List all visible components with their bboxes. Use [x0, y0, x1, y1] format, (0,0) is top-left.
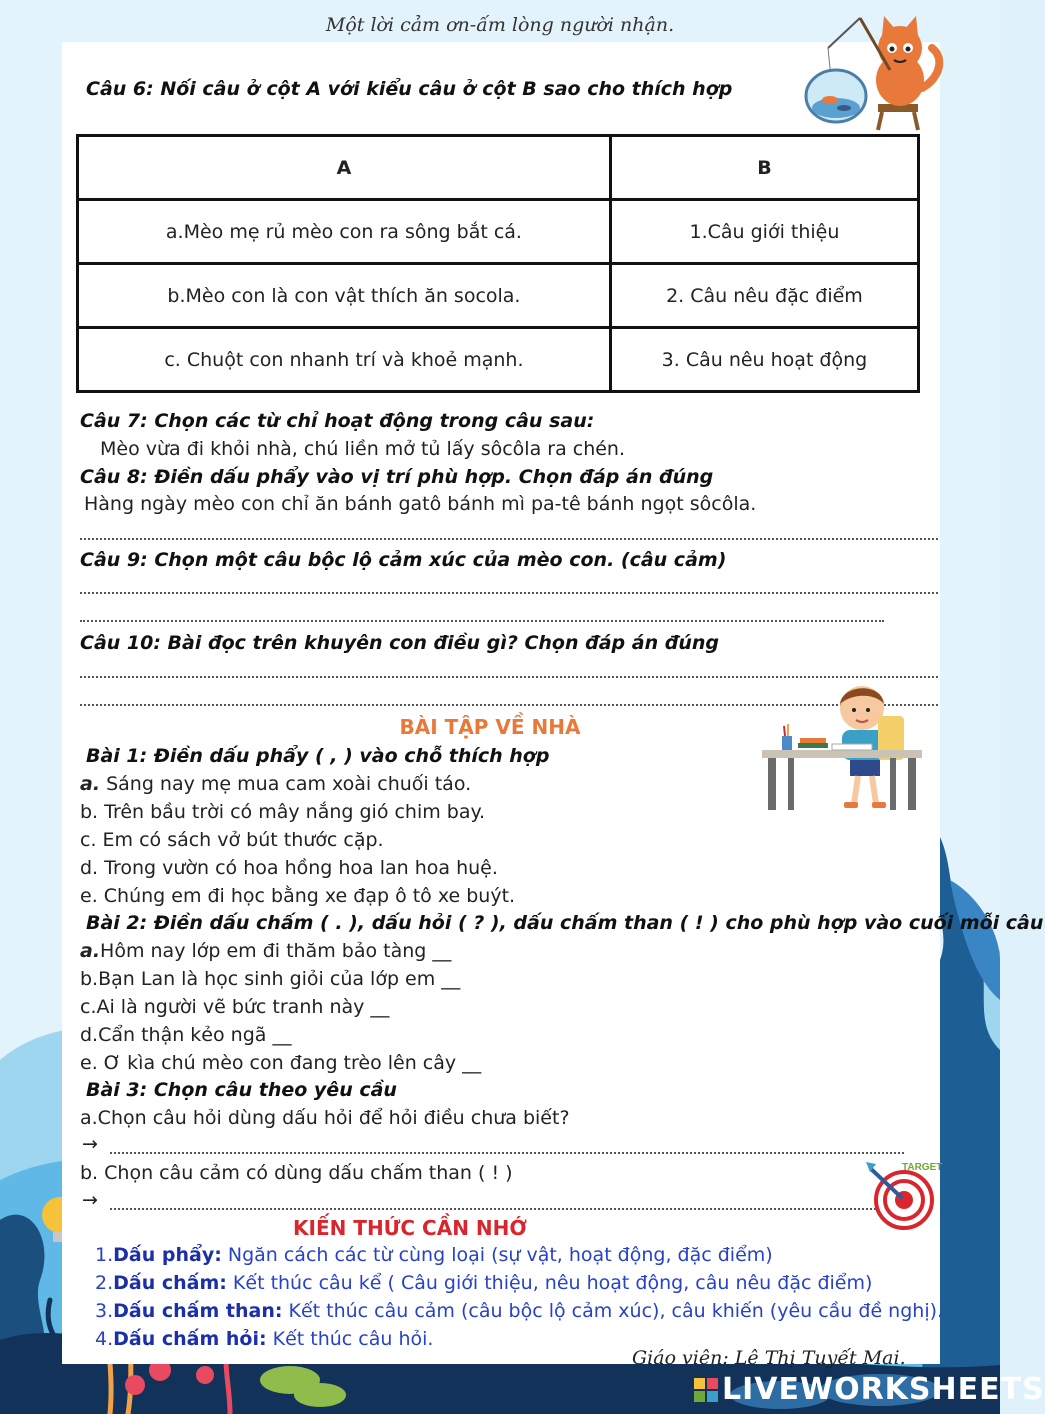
item-text: Sáng nay mẹ mua cam xoài chuối táo.: [100, 773, 472, 795]
exercise-3-title: Bài 3: Chọn câu theo yêu cầu: [86, 1079, 397, 1101]
exercise-3-item-a: a.Chọn câu hỏi dùng dấu hỏi để hỏi điều chưa biết?: [80, 1107, 570, 1129]
exercise-1-item: e. Chúng em đi học bằng xe đạp ô tô xe buýt.: [80, 885, 516, 907]
arrow-icon: →: [82, 1133, 98, 1155]
exercise-1-title: Bài 1: Điền dấu phẩy ( , ) vào chỗ thích hợp: [86, 745, 550, 767]
answer-line-bai3-a[interactable]: [110, 1152, 904, 1154]
teacher-signature: Giáo viên: Lê Thị Tuyết Mai.: [632, 1347, 906, 1369]
knowledge-term: Dấu chấm than:: [113, 1300, 283, 1322]
arrow-icon: →: [82, 1189, 98, 1211]
exercise-2-item: b.Bạn Lan là học sinh giỏi của lớp em __: [80, 968, 461, 990]
answer-line-q8[interactable]: [80, 538, 938, 540]
target-icon: [862, 1156, 942, 1230]
column-a-header: A: [78, 136, 611, 200]
knowledge-term: Dấu phẩy:: [113, 1244, 222, 1266]
cat-fishing-illustration: [800, 8, 950, 130]
knowledge-desc: Kết thúc câu cảm (câu bộc lộ cảm xúc), câu khiến (yêu cầu đề nghị).: [282, 1300, 944, 1322]
knowledge-desc: Kết thúc câu hỏi.: [266, 1328, 434, 1350]
question-10-title: Câu 10: Bài đọc trên khuyên con điều gì? Chọn đáp án đúng: [80, 632, 719, 654]
cell-b[interactable]: 1.Câu giới thiệu: [610, 200, 918, 264]
item-prefix: a.: [80, 773, 101, 795]
exercise-2-item: [80, 940, 451, 962]
exercise-1-item: [80, 773, 471, 795]
exercise-1-item: c. Em có sách vở bút thước cặp.: [80, 829, 384, 851]
answer-line-bai3-b[interactable]: [110, 1208, 876, 1210]
exercise-3-item-b: b. Chọn câu cảm có dùng dấu chấm than ( ! ): [80, 1162, 513, 1184]
boy-studying-illustration: [758, 676, 926, 816]
table-row: [78, 200, 919, 264]
header-motto: Một lời cảm ơn-ấm lòng người nhận.: [325, 14, 675, 36]
item-prefix: a.: [80, 940, 101, 962]
knowledge-desc: Ngăn cách các từ cùng loại (sự vật, hoạt động, đặc điểm): [221, 1244, 773, 1266]
knowledge-item: [95, 1272, 872, 1294]
knowledge-num: 4.: [95, 1328, 114, 1350]
cell-b[interactable]: 3. Câu nêu hoạt động: [610, 328, 918, 392]
matching-table: [76, 134, 920, 393]
exercise-1-item: b. Trên bầu trời có mây nắng gió chim bay.: [80, 801, 486, 823]
question-7-text: Mèo vừa đi khỏi nhà, chú liền mở tủ lấy sôcôla ra chén.: [100, 438, 626, 460]
question-9-title: Câu 9: Chọn một câu bộc lộ cảm xúc của mèo con. (câu cảm): [80, 549, 727, 571]
knowledge-item: [95, 1244, 773, 1266]
cell-a[interactable]: a.Mèo mẹ rủ mèo con ra sông bắt cá.: [78, 200, 611, 264]
liveworksheets-logo-icon: [694, 1378, 718, 1402]
knowledge-term: Dấu chấm:: [113, 1272, 227, 1294]
knowledge-desc: Kết thúc câu kể ( Câu giới thiệu, nêu hoạt động, câu nêu đặc điểm): [226, 1272, 873, 1294]
exercise-2-item: c.Ai là người vẽ bức tranh này __: [80, 996, 390, 1018]
cell-b[interactable]: 2. Câu nêu đặc điểm: [610, 264, 918, 328]
question-6-title: Câu 6: Nối câu ở cột A với kiểu câu ở cột B sao cho thích hợp: [86, 78, 733, 100]
knowledge-term: Dấu chấm hỏi:: [113, 1328, 267, 1350]
knowledge-title: KIẾN THỨC CẦN NHỚ: [293, 1216, 527, 1240]
question-8-title: Câu 8: Điền dấu phẩy vào vị trí phù hợp. Chọn đáp án đúng: [80, 466, 714, 488]
item-text: Hôm nay lớp em đi thăm bảo tàng __: [100, 940, 452, 962]
target-label: TARGET: [902, 1162, 943, 1173]
exercise-2-item: d.Cẩn thận kẻo ngã __: [80, 1024, 292, 1046]
homework-title: BÀI TẬP VỀ NHÀ: [399, 715, 581, 739]
column-b-header: B: [610, 136, 918, 200]
exercise-2-title: Bài 2: Điền dấu chấm ( . ), dấu hỏi ( ? ), dấu chấm than ( ! ) cho phù hợp vào cuối mỗi câu: [86, 912, 1044, 934]
answer-line-q9[interactable]: [80, 592, 938, 594]
table-header-row: [78, 136, 919, 200]
question-7-title: Câu 7: Chọn các từ chỉ hoạt động trong câu sau:: [80, 410, 595, 432]
knowledge-num: 2.: [95, 1272, 114, 1294]
exercise-2-item: e. Ơ kìa chú mèo con đang trèo lên cây __: [80, 1052, 482, 1074]
cell-a[interactable]: b.Mèo con là con vật thích ăn socola.: [78, 264, 611, 328]
liveworksheets-watermark: LIVEWORKSHEETS: [722, 1372, 1045, 1407]
table-row: [78, 328, 919, 392]
knowledge-num: 1.: [95, 1244, 114, 1266]
knowledge-item: [95, 1300, 943, 1322]
table-row: [78, 264, 919, 328]
question-8-text: Hàng ngày mèo con chỉ ăn bánh gatô bánh mì pa-tê bánh ngọt sôcôla.: [84, 493, 757, 515]
knowledge-num: 3.: [95, 1300, 114, 1322]
cell-a[interactable]: c. Chuột con nhanh trí và khoẻ mạnh.: [78, 328, 611, 392]
answer-line-q9[interactable]: [80, 620, 884, 622]
exercise-1-item: d. Trong vườn có hoa hồng hoa lan hoa huệ.: [80, 857, 498, 879]
knowledge-item: [95, 1328, 433, 1350]
